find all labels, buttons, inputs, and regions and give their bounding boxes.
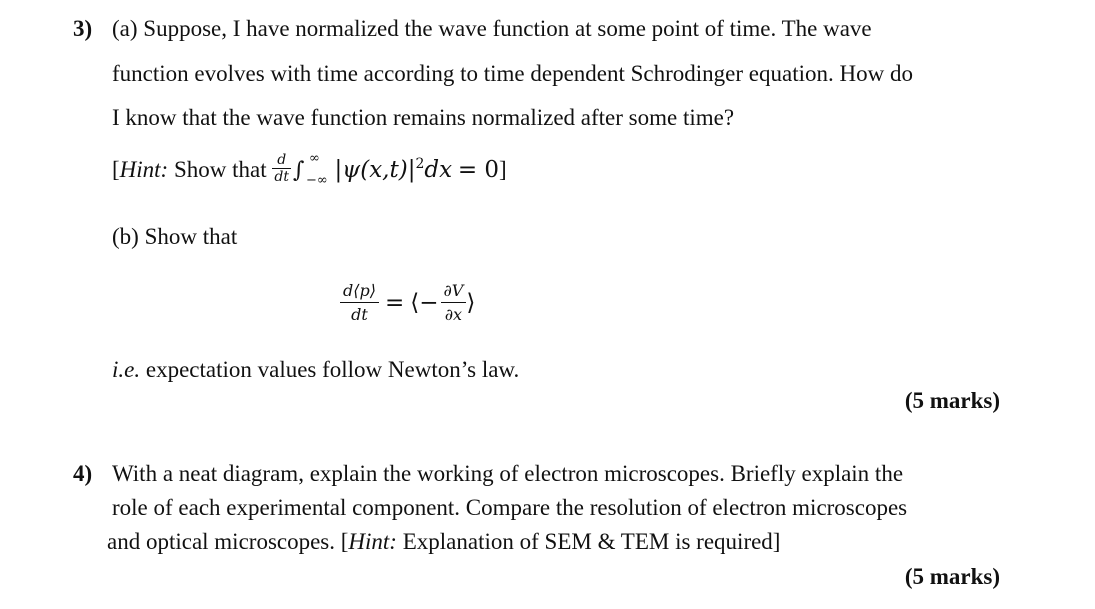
lhs-fraction [340, 282, 379, 324]
rhs-open: ⟨− [410, 289, 439, 316]
derivative-fraction [272, 152, 291, 185]
question-3-marks: (5 marks) [904, 388, 1000, 413]
integral-sign: ∫ ∞ −∞ [292, 150, 328, 188]
question-3-number: 3) [73, 16, 93, 41]
integral-lower-limit: −∞ [305, 172, 328, 188]
question-4-line-1: With a neat diagram, explain the working of electron microscopes. Briefly explain the [112, 461, 904, 486]
q4-line3-b: Explanation of SEM & TEM is required] [396, 529, 781, 554]
question-4-line-2: role of each experimental component. Compare the resolution of electron microscopes [112, 495, 908, 520]
question-3b-conclusion [112, 358, 519, 381]
lhs-numerator: d⟨p⟩ [340, 282, 379, 303]
hint-close-bracket: ] [499, 156, 507, 182]
hint-line [112, 150, 507, 188]
hint-text: Show that [168, 156, 273, 182]
question-3a-line-1 [112, 17, 872, 40]
q4-hint-label: Hint: [348, 529, 397, 554]
question-3b-label: (b) Show that [112, 224, 238, 249]
integral-dx: dx [424, 156, 453, 183]
question-4-line-3 [107, 530, 780, 553]
hint-label: Hint: [119, 156, 169, 182]
ie-abbrev: i.e. [112, 357, 141, 382]
lhs-denominator: dt [351, 305, 368, 324]
part-a-text-1: Suppose, I have normalized the wave function at some point of time. The wave [143, 16, 872, 41]
hint-open-bracket: [ [112, 156, 120, 182]
question-3a-line-3: I know that the wave function remains normalized after some time? [112, 105, 735, 130]
derivative-numerator: d [272, 152, 291, 169]
integrand-power: 2 [415, 155, 425, 172]
hint-equals: = 0 [457, 156, 500, 183]
rhs-fraction [441, 282, 467, 324]
derivative-denominator: dt [274, 169, 289, 185]
q4-line3-a: and optical microscopes. [ [107, 529, 349, 554]
question-3a-line-2: function evolves with time according to time dependent Schrodinger equation. How do [112, 61, 913, 86]
integral-upper-limit: ∞ [308, 150, 320, 166]
rhs-close: ⟩ [466, 289, 476, 316]
question-4-marks: (5 marks) [904, 564, 1000, 589]
ie-text: expectation values follow Newton’s law. [140, 357, 520, 382]
equation-equals: = [384, 289, 405, 316]
rhs-numerator: ∂V [441, 282, 467, 303]
ehrenfest-equation [340, 282, 475, 324]
part-a-label: (a) [112, 16, 138, 41]
question-4-number: 4) [73, 461, 93, 486]
integrand: |ψ(x,t)| [334, 156, 416, 183]
rhs-denominator: ∂x [444, 305, 463, 324]
